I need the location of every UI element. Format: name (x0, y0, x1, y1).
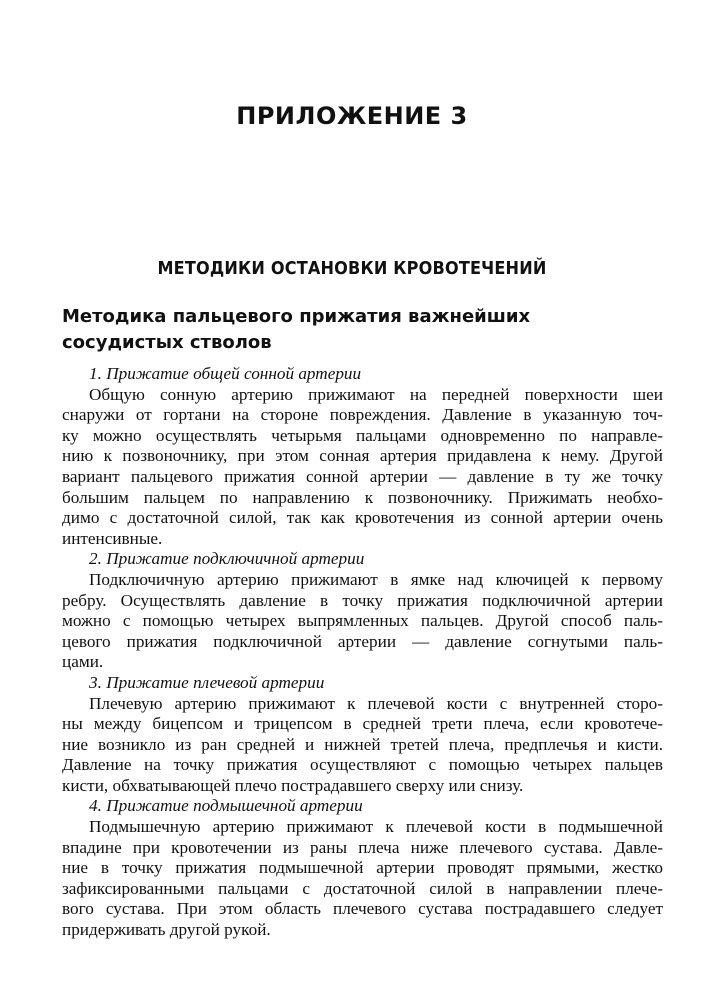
paragraph-line: ребру. Осуществлять давление в точку прижатия подключичной артерии (62, 590, 663, 610)
paragraph-line: кисти, обхватывающей плечо пострадавшего сверху или снизу. (62, 775, 524, 795)
subsection-heading: 4. Прижатие подмышечной артерии (89, 796, 363, 816)
paragraph-line: можно с помощью четырех выпрямленных пальцев. Другой способ паль- (62, 611, 663, 631)
appendix-title: ПРИЛОЖЕНИЕ 3 (236, 102, 468, 130)
paragraph-line: димо с достаточной силой, так как кровотечения из сонной артерии очень (62, 508, 663, 528)
paragraph-line: ние возникло из ран средней и нижней третей плеча, предплечья и кисти. (62, 734, 663, 754)
body-text (62, 364, 663, 941)
paragraph-line: ку можно осуществлять четырьмя пальцами одновременно по направле- (62, 425, 663, 445)
paragraph-line: большим пальцем по направлению к позвоночнику. Прижимать необхо- (62, 487, 663, 507)
paragraph-line: интенсивные. (62, 528, 163, 548)
paragraph-line: снаружи от гортани на стороне повреждения. Давление в указанную точ- (62, 405, 663, 425)
paragraph-line: ние в точку прижатия подмышечной артерии проводят прямыми, жестко (62, 858, 663, 878)
paragraph-line: вого сустава. При этом область плечевого сустава пострадавшего следует (62, 899, 663, 919)
paragraph-line: Подключичную артерию прижимают в ямке над ключицей к первому (89, 569, 663, 589)
section-title (62, 304, 662, 356)
section-title-line: Методика пальцевого прижатия важнейших (62, 306, 531, 327)
subsection-heading: 1. Прижатие общей сонной артерии (89, 364, 362, 383)
paragraph-line: цами. (62, 652, 104, 672)
paragraph-line: впадине при кровотечении из раны плеча ниже плечевого сустава. Давле- (62, 837, 663, 857)
paragraph-line: ны между бицепсом и трицепсом в средней трети плеча, если кровотече- (62, 714, 663, 734)
paragraph-line: вариант пальцевого прижатия сонной артерии — давление в ту же точку (62, 466, 663, 486)
paragraph-line: придерживать другой рукой. (62, 920, 271, 940)
paragraph-line: Подмышечную артерию прижимают к плечевой кости в подмышечной (89, 817, 663, 837)
subsection-heading: 3. Прижатие плечевой артерии (89, 672, 325, 692)
paragraph-line: Плечевую артерию прижимают к плечевой кости с внутренней сторо- (89, 693, 663, 713)
paragraph-line: цевого прижатия подключичной артерии — давление согнутыми паль- (62, 631, 663, 651)
paragraph-line: зафиксированными пальцами с достаточной силой в направлении плече- (62, 878, 663, 898)
paragraph-line: Общую сонную артерию прижимают на передней поверхности шеи (89, 384, 663, 404)
paragraph-line: нию к позвоночнику, при этом сонная артерия придавлена к нему. Другой (62, 446, 663, 466)
section-title-line: сосудистых стволов (62, 332, 272, 353)
subsection-heading: 2. Прижатие подключичной артерии (89, 549, 365, 569)
chapter-title: МЕТОДИКИ ОСТАНОВКИ КРОВОТЕЧЕНИЙ (157, 259, 547, 279)
paragraph-line: Давление на точку прижатия осуществляют с помощью четырех пальцев (62, 755, 663, 775)
